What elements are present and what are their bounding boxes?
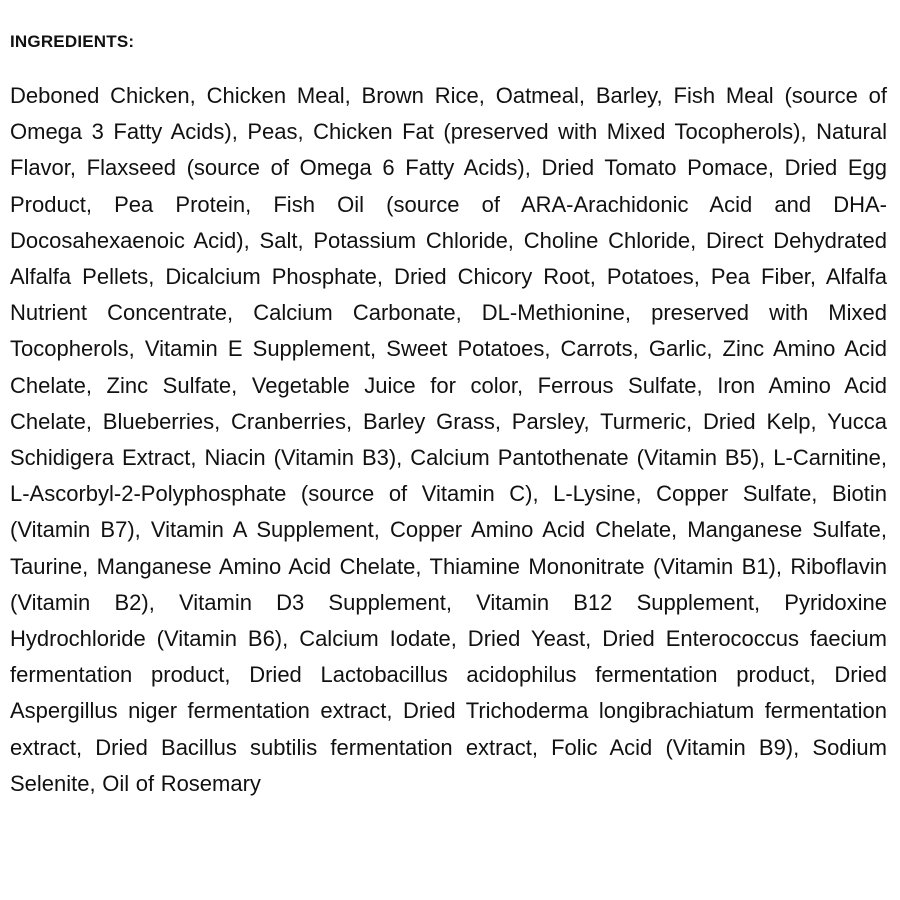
ingredients-label [10, 28, 887, 802]
ingredients-list-text: Deboned Chicken, Chicken Meal, Brown Rice, Oatmeal, Barley, Fish Meal (source of Omega 3 Fatty Acids), Peas, Chicken Fat (preserved with Mixed Tocopherols), Natural Flavor, Flaxseed (source of Omega 6 Fatty Acids), Dried Tomato Pomace, Dried Egg Product, Pea Protein, Fish Oil (source of ARA-Arachidonic Acid and DHA- Docosahexaenoic Acid), Salt, Potassium Chloride, Choline Chloride, Direct Dehydrated Alfalfa Pellets, Dicalcium Phosphate, Dried Chicory Root, Potatoes, Pea Fiber, Alfalfa Nutrient Concentrate, Calcium Carbonate, DL-Methionine, preserved with Mixed Tocopherols, Vitamin E Supplement, Sweet Potatoes, Carrots, Garlic, Zinc Amino Acid Chelate, Zinc Sulfate, Vegetable Juice for color, Ferrous Sulfate, Iron Amino Acid Chelate, Blueberries, Cranberries, Barley Grass, Parsley, Turmeric, Dried Kelp, Yucca Schidigera Extract, Niacin (Vitamin B3), Calcium Pantothenate (Vitamin B5), L-Carnitine, L-Ascorbyl-2-Polyphosphate (source of Vitamin C), L-Lysine, Copper Sulfate, Biotin (Vitamin B7), Vitamin A Supplement, Copper Amino Acid Chelate, Manganese Sulfate, Taurine, Manganese Amino Acid Chelate, Thiamine Mononitrate (Vitamin B1), Riboflavin (Vitamin B2), Vitamin D3 Supplement, Vitamin B12 Supplement, Pyridoxine Hydrochloride (Vitamin B6), Calcium Iodate, Dried Yeast, Dried Enterococcus faecium fermentation product, Dried Lactobacillus acidophilus fermentation product, Dried Aspergillus niger fermentation extract, Dried Trichoderma longibrachiatum fermentation extract, Dried Bacillus subtilis fermentation extract, Folic Acid (Vitamin B9), Sodium Selenite, Oil of Rosemary [10, 83, 887, 796]
ingredients-heading: INGREDIENTS: [10, 32, 135, 51]
